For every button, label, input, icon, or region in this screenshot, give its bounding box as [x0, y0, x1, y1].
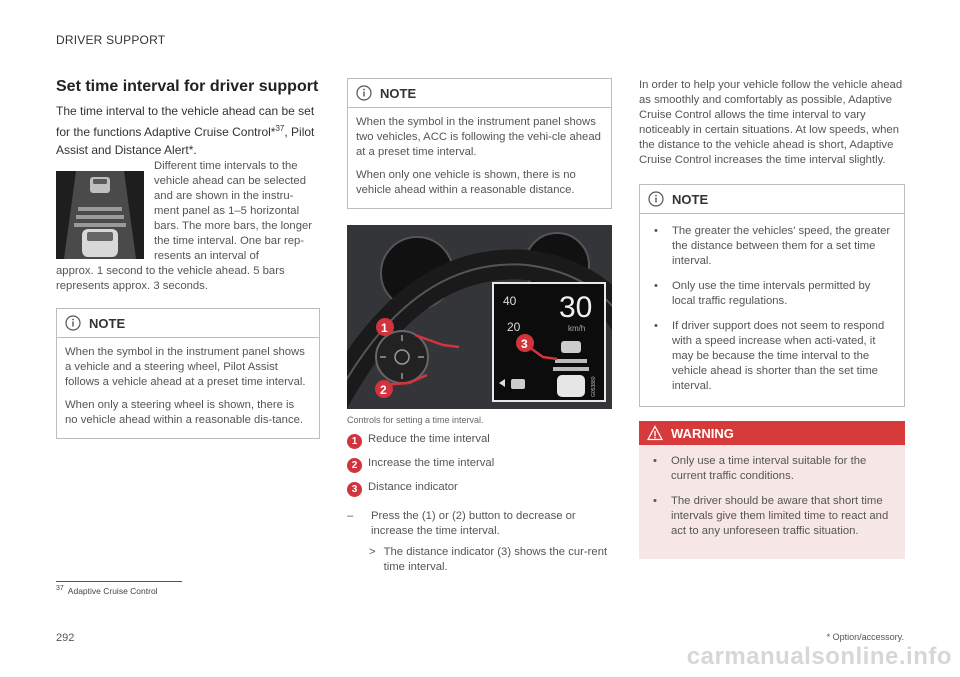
note-paragraph: When only a steering wheel is shown, there is no vehicle ahead within a reasonable dis-tance. [65, 399, 304, 426]
section-header: DRIVER SUPPORT [56, 33, 166, 47]
note-list [648, 224, 894, 394]
callout-item [347, 480, 612, 497]
page-title: Set time interval for driver support [56, 78, 319, 95]
note-paragraph: When the symbol in the instrument panel shows two vehicles, ACC is following the vehi-cle ahead at a preset time interval. [356, 116, 601, 158]
callout-marker: 3 [521, 337, 528, 351]
note-body [348, 108, 611, 208]
footnote-ref: 37 [275, 124, 285, 133]
note-list-item: • Only use the time intervals permitted by local traffic regulations. [648, 279, 894, 309]
footnote-divider [56, 581, 182, 582]
option-accessory-note: * Option/accessory. [826, 632, 904, 642]
note-body [640, 214, 904, 406]
speed-readout: 30 [559, 291, 593, 324]
warning-triangle-icon [647, 425, 663, 441]
warning-box [639, 421, 905, 559]
steering-wheel-controls-photo [347, 225, 612, 409]
body-line: bars. The more bars, the longer [154, 220, 313, 232]
step-result [369, 545, 612, 575]
info-icon [356, 85, 372, 101]
distance-bars-illustration [56, 171, 144, 259]
note-paragraph: When the symbol in the instrument panel shows a vehicle and a steering wheel, Pilot Assist follows a vehicle ahead at a preset time interval. [65, 346, 306, 388]
column-middle [347, 78, 612, 575]
result-text: The distance indicator (3) shows the cur-rent time interval. [383, 546, 608, 573]
note-box [639, 184, 905, 407]
warning-title: WARNING [671, 425, 734, 441]
column-left [56, 78, 320, 439]
body-line: and are shown in the instru- [154, 190, 294, 202]
note-list-item: • If driver support does not seem to respond with a speed increase when acti-vated, it may be because the time interval to the vehicle ahead is shorter than the set time interval. [648, 319, 894, 394]
callout-marker: 1 [381, 321, 388, 335]
intro-paragraph [56, 102, 320, 159]
footnote [56, 585, 158, 596]
note-list-item: • The greater the vehicles' speed, the greater the distance between them for a set time interval. [648, 224, 894, 269]
info-icon [648, 191, 664, 207]
callout-item [347, 432, 612, 449]
note-title: NOTE [380, 85, 417, 101]
body-line: ment panel as 1–5 horizontal [154, 205, 300, 217]
callout-text: Increase the time interval [368, 457, 495, 469]
speed-tick: 40 [503, 294, 517, 308]
note-title: NOTE [89, 315, 126, 331]
note-body [57, 338, 319, 438]
note-box [347, 78, 612, 209]
warning-header [639, 421, 905, 445]
body-flow: approx. 1 second to the vehicle ahead. 5 bars represents approx. 3 seconds. [56, 265, 285, 292]
speed-tick: 20 [507, 320, 521, 334]
warning-list-item: • The driver should be aware that short time intervals give them limited time to react and act to any unforeseen traffic situation. [647, 494, 895, 539]
body-line: the time interval. One bar rep- [154, 235, 305, 247]
callout-number: 3 [347, 482, 362, 497]
note-header [348, 79, 611, 108]
callout-marker: 2 [380, 383, 387, 397]
note-title: NOTE [672, 191, 709, 207]
note-paragraph: When only one vehicle is shown, there is no vehicle ahead within a reasonable distance. [356, 169, 576, 196]
step-marker: – [347, 510, 354, 522]
note-header [640, 185, 904, 214]
body-line: vehicle ahead can be selected [154, 175, 306, 187]
intro-text: The time interval to the vehicle ahead can be set for the functions Adaptive Cruise Control* [56, 104, 315, 139]
footnote-text: Adaptive Cruise Control [67, 585, 158, 596]
warning-list [647, 454, 895, 539]
note-box [56, 308, 320, 439]
info-icon [65, 315, 81, 331]
image-caption: Controls for setting a time interval. [347, 415, 484, 425]
gauge-tick: 30 [457, 256, 473, 272]
image-code: G053880 [591, 376, 597, 397]
callout-text: Reduce the time interval [368, 433, 490, 445]
body-line: Different time intervals to the [154, 160, 298, 172]
body-paragraph: In order to help your vehicle follow the vehicle ahead as smoothly and comfortably as possible, Adaptive Cruise Control allows the time interval to vary noticeably in certain situations. At low speeds, when the distance to the vehicle ahead is short, Adaptive Cruise Control increases the time interval slightly. [639, 79, 903, 166]
step-text: Press the (1) or (2) button to decrease or increase the time interval. [371, 510, 576, 537]
callout-number: 1 [347, 434, 362, 449]
instruction-step [347, 509, 612, 539]
warning-list-item: • Only use a time interval suitable for the current traffic conditions. [647, 454, 895, 484]
page-number: 292 [56, 632, 75, 644]
watermark: carmanualsonline.info [686, 643, 952, 670]
footnote-number: 37 [56, 585, 64, 592]
note-header [57, 309, 319, 338]
callout-text: Distance indicator [368, 481, 458, 493]
result-marker: > [369, 546, 376, 558]
callout-number: 2 [347, 458, 362, 473]
speed-unit: km/h [568, 324, 586, 333]
intro-tail: , Pilot Assist and Distance Alert*. [56, 125, 315, 157]
column-right [639, 78, 905, 559]
body-line: resents an interval of [154, 250, 259, 262]
callout-item [347, 456, 612, 473]
warning-body [639, 445, 905, 559]
